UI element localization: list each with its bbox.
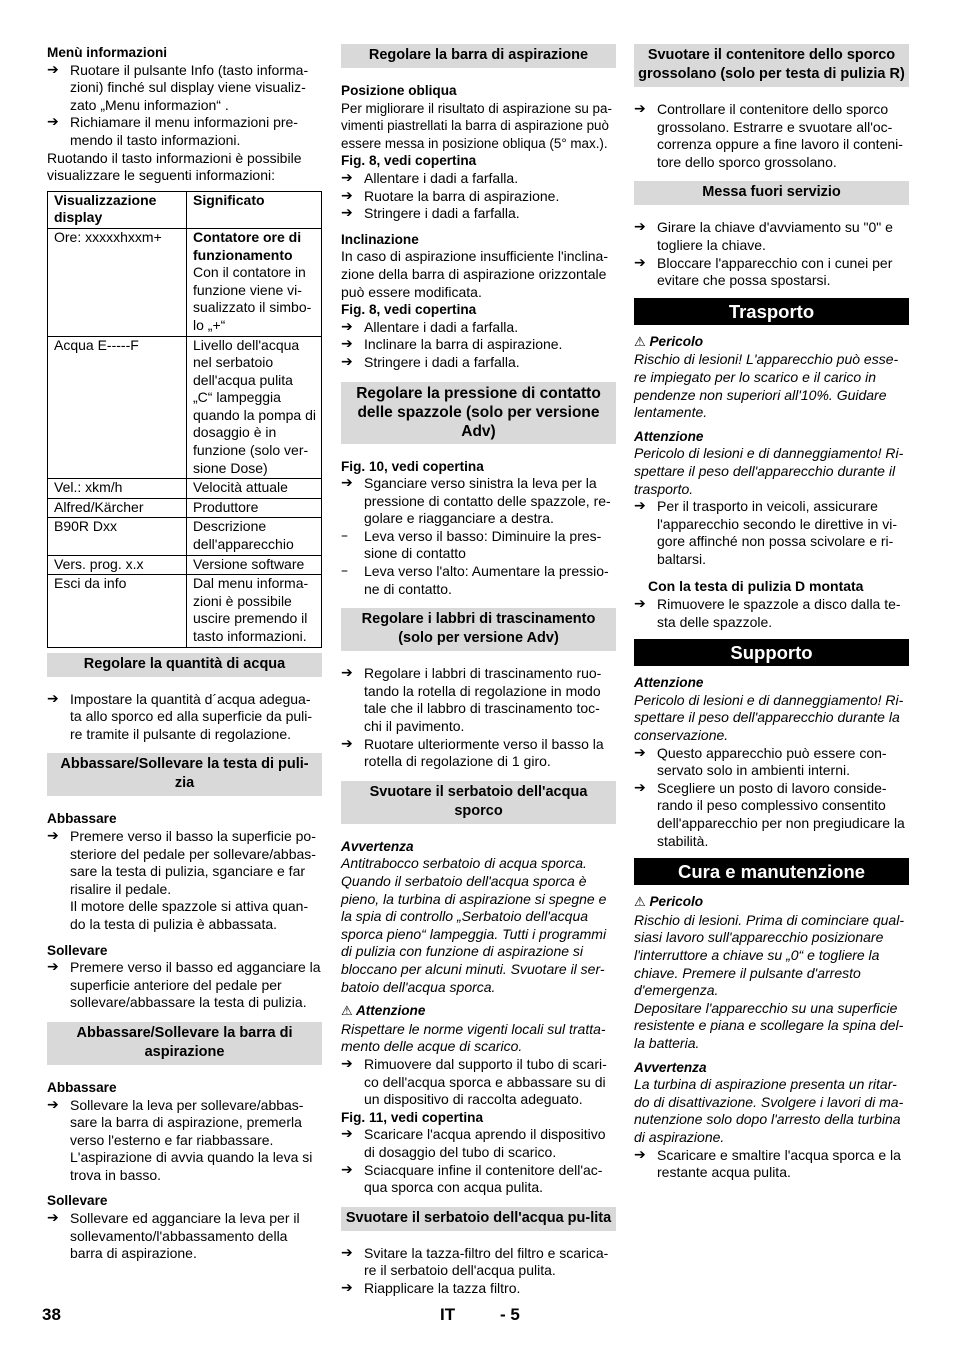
dash-item: – Leva verso l'alto: Aumentare la pressio-ne di contatto. [341,563,609,597]
attention-label: Attenzione [634,675,704,691]
arrow-right-icon: ➔ [47,1210,59,1227]
language-code: IT [440,1305,456,1324]
table-row [48,498,322,518]
table-cell: Vers. prog. x.x [48,555,187,575]
arrow-right-icon: ➔ [341,1055,353,1072]
arrow-right-icon: ➔ [341,187,353,204]
attention-label: Attenzione [634,428,704,444]
menu-info-title: Menù informazioni [47,45,168,60]
arrow-right-icon: ➔ [341,205,353,222]
arrow-right-icon: ➔ [341,353,353,370]
section-title-care: Cura e manutenzione [634,858,909,885]
info-table [47,191,322,648]
table-header-row [48,191,322,228]
subheading: Sollevare [47,942,108,958]
table-row [48,555,322,575]
section-title-transport: Trasporto [634,298,909,325]
arrow-right-icon: ➔ [47,690,59,707]
section-heading: Svuotare il serbatoio dell'acqua pu-lita [341,1207,616,1231]
danger-label: ⚠ Pericolo [634,333,704,350]
section-heading: Messa fuori servizio [634,181,909,205]
warning-triangle-icon: ⚠ [341,1004,353,1020]
arrow-right-icon: ➔ [634,596,646,613]
step: ➔ Stringere i dadi a farfalla. [341,205,520,222]
subheading: Posizione obliqua [341,83,457,98]
column-3 [634,44,909,1182]
arrow-right-icon: ➔ [634,779,646,796]
step: ➔ Impostare la quantità d´acqua adegua-ta allo sporco ed alla superficie da puli-re tramite il pulsante di regolazione. [47,690,313,742]
dash-item: – Leva verso il basso: Diminuire la pres-sione di contatto [341,527,602,562]
subheading: Sollevare [47,1193,108,1209]
step: ➔ Rimuovere le spazzole a disco dalla te-sta delle spazzole. [634,596,901,630]
table-row [48,575,322,647]
step: ➔ Richiamare il menu informazioni pre-mendo il tasto informazioni. [47,114,298,148]
table-row [48,518,322,555]
figure-ref: Fig. 8, vedi copertina [341,302,477,318]
arrow-right-icon: ➔ [634,1146,646,1163]
page-number: 38 [42,1305,61,1324]
attention-text: Pericolo di lesioni e di danneggiamento! Ri-spettare il peso dell'apparecchio durante la conservazione. [634,691,904,744]
arrow-right-icon: ➔ [341,665,353,682]
menu-intro: Ruotando il tasto informazioni è possibile visualizzare le seguenti informazioni: [47,149,302,184]
arrow-right-icon: ➔ [634,219,646,236]
arrow-right-icon: ➔ [634,744,646,761]
figure-ref: Fig. 8, vedi copertina [341,153,477,169]
arrow-right-icon: ➔ [47,959,59,976]
step: ➔ Bloccare l'apparecchio con i cunei per evitare che possa spostarsi. [634,254,893,289]
page-subnumber: - 5 [500,1305,520,1324]
table-cell: Acqua E-----F [48,336,187,479]
arrow-right-icon: ➔ [341,318,353,335]
attention-text: Pericolo di lesioni e di danneggiamento! Ri-spettare il peso dell'apparecchio durante il trasporto. [634,445,904,497]
step: ➔ Sciacquare infine il contenitore dell'ac-qua sporca con acqua pulita. [341,1161,603,1196]
warning-triangle-icon: ⚠ [634,334,646,350]
table-header: Visualizzazione display [48,191,187,228]
table-row [48,336,322,479]
step: ➔ Questo apparecchio può essere con-servato solo in ambienti interni. [634,744,887,779]
attention-text: Rispettare le norme vigenti locali sul tratta-mento delle acque di scarico. [341,1020,606,1055]
arrow-right-icon: ➔ [341,1161,353,1178]
table-cell: Velocità attuale [187,479,322,499]
note: Il motore delle spazzole si attiva quan-do la testa di pulizia è abbassata. [70,898,309,932]
section-heading: Abbassare/Sollevare la barra di aspirazione [47,1022,322,1065]
arrow-right-icon: ➔ [341,475,353,492]
section-heading: Regolare la quantità di acqua [47,653,322,677]
arrow-right-icon: ➔ [47,61,59,78]
table-cell: Esci da info [48,575,187,647]
subheading: Abbassare [47,1079,117,1095]
section-title-support: Supporto [634,639,909,666]
step: ➔ Svitare la tazza-filtro del filtro e scarica-re il serbatoio dell'acqua pulita. [341,1244,609,1279]
section-heading: Regolare la barra di aspirazione [341,44,616,68]
step: ➔ Premere verso il basso la superficie po-steriore del pedale per sollevare/abbas-sare la testa di pulizia, sganciare e far risalire il pedale. [47,827,316,897]
table-header: Significato [187,191,322,228]
table-cell: Versione software [187,555,322,575]
step: ➔ Controllare il contenitore dello sporco grossolano. Estrarre e svuotare all'oc-correnza oppure a fine lavoro il conteni-tore dello sporco grossolano. [634,101,903,170]
note-label: Avvertenza [634,1059,707,1075]
step: ➔ Scaricare l'acqua aprendo il dispositivo di dosaggio del tubo di scarico. [341,1126,606,1160]
table-cell: Alfred/Kärcher [48,498,187,518]
danger-label: ⚠ Pericolo [634,894,704,911]
step: ➔ Sollevare la leva per sollevare/abbas-sare la barra di aspirazione, premerla verso l'esterno e far riabbassare. [47,1096,304,1148]
section-heading: Abbassare/Sollevare la testa di puli-zia [47,753,322,796]
arrow-right-icon: ➔ [47,827,59,844]
step: ➔ Sollevare ed agganciare la leva per il sollevamento/l'abbassamento della barra di aspirazione. [47,1210,300,1262]
danger-text: Depositare l'apparecchio su una superficie resistente e piana e scollegare la spina del-la batteria. [634,999,904,1051]
section-heading: Svuotare il contenitore dello sporco grossolano (solo per testa di pulizia R) [634,44,909,87]
warning-triangle-icon: ⚠ [634,895,646,911]
step: ➔ Allentare i dadi a farfalla. [341,169,519,186]
section-heading: Regolare i labbri di trascinamento (solo per versione Adv) [341,608,616,651]
table-cell: Dal menu informa-zioni è possibile uscire premendo il tasto informazioni. [187,575,322,647]
arrow-right-icon: ➔ [341,336,353,353]
subheading: Con la testa di pulizia D montata [648,578,864,595]
table-cell: Contatore ore di funzionamento Con il contatore in funzione viene vi-sualizzato il simbo-lo „+“ [187,228,322,336]
arrow-right-icon: ➔ [47,114,59,131]
step: ➔ Allentare i dadi a farfalla. [341,318,519,335]
arrow-right-icon: ➔ [634,254,646,271]
table-cell: Ore: xxxxxhxxm+ [48,228,187,336]
danger-text: Rischio di lesioni. Prima di cominciare qual-siasi lavoro sull'apparecchio posizionare l'interruttore a chiave su „0“ e togliere la chiave. Premere il pulsante d'arresto d'emergenza. [634,911,904,999]
step: ➔ Ruotare il pulsante Info (tasto informa-zioni) finché sul display viene visualiz-zato „Menu informazion“ . [47,61,309,113]
note-text: La turbina di aspirazione presenta un ritar-do di disattivazione. Svolgere i lavori di ma-nutenzione solo dopo l'arresto della turbina di aspirazione. [634,1076,904,1145]
table-cell: Produttore [187,498,322,518]
table-row [48,479,322,499]
danger-text: Rischio di lesioni! L'apparecchio può esse-re impiegato per lo scarico e il carico in pendenze non superiori all'10%. Guidare lentamente. [634,351,899,421]
subheading: Abbassare [47,811,117,827]
column-1 [47,44,322,1263]
step: ➔ Sganciare verso sinistra la leva per la pressione di contatto delle spazzole, re-golare e riagganciare a destra. [341,475,611,527]
note: L'aspirazione di avvia quando la leva si trova in basso. [70,1149,313,1183]
step: ➔ Regolare i labbri di trascinamento ruo-tando la rotella di regolazione in modo tale che il labbro di trascinamento toc-chi il pavimento. [341,665,602,735]
table-row [48,228,322,336]
attention-label: ⚠ Attenzione [341,1003,426,1020]
step: ➔ Stringere i dadi a farfalla. [341,353,520,370]
paragraph: In caso di aspirazione insufficiente l'inclina-zione della barra di aspirazione orizzontale può essere modificata. [341,248,609,300]
step: ➔ Rimuovere dal supporto il tubo di scari-co dell'acqua sporca e abbassare su di un dispositivo di raccolta adeguato. [341,1055,607,1108]
step: ➔ Premere verso il basso ed agganciare la superficie anteriore del pedale per sollevare/abbassare la testa di pulizia. [47,959,321,1011]
note-label: Avvertenza [341,838,414,854]
arrow-right-icon: ➔ [341,1244,353,1261]
arrow-right-icon: ➔ [341,1126,353,1143]
arrow-right-icon: ➔ [341,1279,353,1296]
step: ➔ Scaricare e smaltire l'acqua sporca e la restante acqua pulita. [634,1146,901,1181]
step: ➔ Girare la chiave d'avviamento su "0" e togliere la chiave. [634,219,893,253]
table-cell: B90R Dxx [48,518,187,555]
step: ➔ Inclinare la barra di aspirazione. [341,336,563,353]
table-cell: Vel.: xkm/h [48,479,187,499]
section-heading: Svuotare il serbatoio dell'acqua sporco [341,781,616,824]
table-cell: Descrizione dell'apparecchio [187,518,322,555]
arrow-right-icon: ➔ [47,1096,59,1113]
paragraph: Per migliorare il risultato di aspirazione su pa-vimenti piastrellati la barra di aspirazione può essere messa in posizione obliqua (5° max.). [341,100,612,151]
arrow-right-icon: ➔ [634,498,646,515]
section-heading: Regolare la pressione di contatto delle spazzole (solo per versione Adv) [341,382,616,444]
step: ➔ Ruotare la barra di aspirazione. [341,187,560,204]
column-2 [341,44,616,1297]
arrow-right-icon: ➔ [341,735,353,752]
step: ➔ Scegliere un posto di lavoro conside-rando il peso complessivo consentito dell'apparecchio per non pregiudicare la stabilità. [634,779,905,849]
note-text: Antitrabocco serbatoio di acqua sporca. Quando il serbatoio dell'acqua sporca è pieno, la turbina di aspirazione si spegne e la spia di controllo „Serbatoio dell'acqua sporca pieno“ lampeggia. Tutti i programmi di pulizia con funzione di aspirazione si bloccano per alcuni minuti. Svuotare il ser-batoio dell'acqua sporca. [341,855,607,995]
arrow-right-icon: ➔ [634,101,646,117]
step: ➔ Ruotare ulteriormente verso il basso la rotella di regolazione di 1 giro. [341,735,604,770]
figure-ref: Fig. 10, vedi copertina [341,458,484,474]
figure-ref: Fig. 11, vedi copertina [341,1109,484,1125]
step: ➔ Riapplicare la tazza filtro. [341,1279,521,1296]
arrow-right-icon: ➔ [341,169,353,186]
subheading: Inclinazione [341,231,419,247]
table-cell: Livello dell'acqua nel serbatoio dell'acqua pulita „C“ lampeggia quando la pompa di dosaggio è in funzione (solo ver-sione Dose) [187,336,322,479]
step: ➔ Per il trasporto in veicoli, assicurare l'apparecchio secondo le direttive in vi-gore affinché non possa scivolare e ri-baltarsi. [634,498,898,567]
